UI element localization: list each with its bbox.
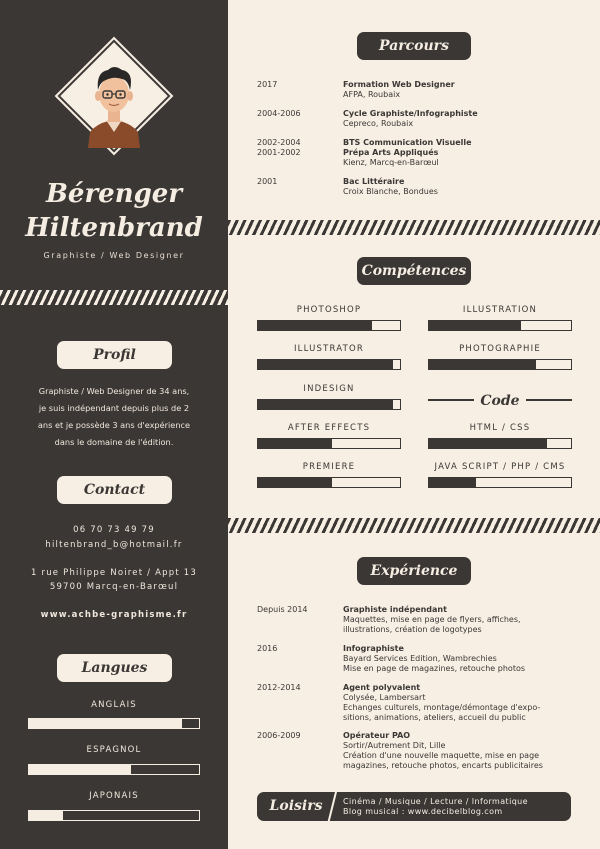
loisirs-line: Cinéma / Musique / Lecture / Informatique bbox=[343, 797, 528, 806]
skill-bar bbox=[428, 477, 572, 488]
parcours-detail: Croix Blanche, Bondues bbox=[343, 187, 438, 196]
skill-label: ILLUSTRATOR bbox=[293, 344, 365, 354]
experience-date: 2006-2009 bbox=[257, 731, 301, 740]
skill-bar-fill bbox=[258, 400, 393, 409]
skill-bar-fill bbox=[429, 360, 536, 369]
parcours-entry bbox=[343, 138, 583, 168]
loisirs-blog-link[interactable]: Blog musical : www.decibelblog.com bbox=[343, 807, 503, 816]
skill-label: INDESIGN bbox=[303, 384, 355, 394]
parcours-detail: Cepreco, Roubaix bbox=[343, 119, 414, 128]
experience-line: Sortir/Autrement Dit, Lille bbox=[343, 741, 446, 750]
skill-bar bbox=[257, 438, 401, 449]
parcours-title: Bac Littéraire bbox=[343, 177, 405, 186]
experience-line: magazines, retouche photos, encarts publicitaires bbox=[343, 761, 543, 770]
skill-bar-fill bbox=[429, 321, 521, 330]
parcours-date-line: 2001-2002 bbox=[257, 148, 301, 157]
skill-bar-fill bbox=[429, 439, 547, 448]
skill-bar-fill bbox=[258, 478, 332, 487]
experience-title: Opérateur PAO bbox=[343, 731, 411, 740]
lang-label-espagnol: ESPAGNOL bbox=[86, 745, 142, 755]
experience-entry bbox=[343, 683, 583, 723]
profil-line: ans et je possède 3 ans d'expérience bbox=[37, 420, 191, 430]
skill-bar bbox=[428, 359, 572, 370]
contact-heading: Contact bbox=[57, 476, 172, 504]
experience-heading: Expérience bbox=[357, 557, 471, 585]
skill-label: PHOTOGRAPHIE bbox=[459, 344, 541, 354]
lang-bar-fill bbox=[29, 719, 182, 728]
sidebar-divider-stripe bbox=[0, 290, 228, 305]
parcours-date bbox=[257, 138, 301, 158]
main-divider-stripe bbox=[228, 518, 600, 533]
experience-line: Mise en page de magazines, retouche photos bbox=[343, 664, 526, 673]
lang-bar-fill bbox=[29, 765, 131, 774]
skill-label: PHOTOSHOP bbox=[296, 305, 362, 315]
skill-bar-fill bbox=[429, 478, 476, 487]
skill-bar bbox=[428, 320, 572, 331]
parcours-date-line: 2002-2004 bbox=[257, 138, 301, 147]
skill-bar bbox=[257, 320, 401, 331]
parcours-date: 2017 bbox=[257, 80, 278, 89]
last-name: Hiltenbrand bbox=[25, 213, 203, 243]
profil-line: Graphiste / Web Designer de 34 ans, bbox=[38, 386, 190, 396]
loisirs-heading: Loisirs bbox=[269, 798, 323, 814]
profil-text bbox=[20, 383, 208, 451]
parcours-date: 2001 bbox=[257, 177, 278, 186]
parcours-title: Prépa Arts Appliqués bbox=[343, 148, 439, 157]
contact-phone[interactable]: 06 70 73 49 79 bbox=[73, 525, 155, 535]
skill-bar bbox=[257, 399, 401, 410]
experience-line: Maquettes, mise en page de flyers, affiches, bbox=[343, 615, 521, 624]
skill-bar bbox=[257, 359, 401, 370]
contact-address-2: 59700 Marcq-en-Barœul bbox=[49, 582, 179, 592]
parcours-title: BTS Communication Visuelle bbox=[343, 138, 472, 147]
lang-bar-espagnol bbox=[28, 764, 200, 775]
profil-heading: Profil bbox=[57, 341, 172, 369]
contact-address-1: 1 rue Philippe Noiret / Appt 13 bbox=[31, 568, 197, 578]
lang-bar-japonais bbox=[28, 810, 200, 821]
lang-bar-anglais bbox=[28, 718, 200, 729]
parcours-title: Formation Web Designer bbox=[343, 80, 455, 89]
skill-label: JAVA SCRIPT / PHP / CMS bbox=[434, 462, 566, 472]
skill-bar bbox=[428, 438, 572, 449]
experience-date: 2016 bbox=[257, 644, 278, 653]
competences-heading: Compétences bbox=[357, 257, 471, 285]
skill-bar-fill bbox=[258, 321, 372, 330]
experience-entry bbox=[343, 731, 583, 771]
avatar bbox=[58, 40, 170, 152]
skill-bar bbox=[257, 477, 401, 488]
experience-line: illustrations, création de logotypes bbox=[343, 625, 482, 634]
experience-date: 2012-2014 bbox=[257, 683, 301, 692]
experience-title: Graphiste indépendant bbox=[343, 605, 447, 614]
first-name: Bérenger bbox=[45, 179, 183, 209]
parcours-title: Cycle Graphiste/Infographiste bbox=[343, 109, 478, 118]
langues-heading: Langues bbox=[57, 654, 172, 682]
experience-entry bbox=[343, 605, 583, 635]
code-rule-right bbox=[526, 399, 572, 401]
experience-date: Depuis 2014 bbox=[257, 605, 308, 614]
skill-label: HTML / CSS bbox=[469, 423, 531, 433]
lang-label-anglais: ANGLAIS bbox=[91, 700, 137, 710]
parcours-detail: AFPA, Roubaix bbox=[343, 90, 401, 99]
experience-line: Echanges culturels, montage/démontage d'expo- bbox=[343, 703, 541, 712]
experience-title: Agent polyvalent bbox=[343, 683, 421, 692]
code-title: Code bbox=[480, 393, 520, 409]
skill-label: AFTER EFFECTS bbox=[287, 423, 371, 433]
loisirs-text bbox=[343, 797, 528, 817]
experience-title: Infographiste bbox=[343, 644, 404, 653]
experience-line: sitions, animations, ateliers, accueil du public bbox=[343, 713, 526, 722]
job-subtitle: Graphiste / Web Designer bbox=[43, 251, 185, 260]
parcours-heading: Parcours bbox=[357, 32, 471, 60]
skill-bar-fill bbox=[258, 360, 393, 369]
code-rule-left bbox=[428, 399, 474, 401]
contact-email[interactable]: hiltenbrand_b@hotmail.fr bbox=[45, 540, 183, 550]
lang-label-japonais: JAPONAIS bbox=[89, 791, 139, 801]
skill-label: PREMIERE bbox=[302, 462, 356, 472]
lang-bar-fill bbox=[29, 811, 63, 820]
code-subheading bbox=[428, 390, 572, 408]
profil-line: je suis indépendant depuis plus de 2 bbox=[38, 403, 190, 413]
parcours-entry bbox=[343, 109, 583, 129]
main-divider-stripe bbox=[228, 220, 600, 235]
experience-entry bbox=[343, 644, 583, 674]
experience-line: Bayard Services Edition, Wambrechies bbox=[343, 654, 497, 663]
parcours-detail: Kienz, Marcq-en-Barœul bbox=[343, 158, 439, 167]
parcours-entry bbox=[343, 177, 583, 197]
avatar-illustration bbox=[78, 52, 150, 148]
skill-bar-fill bbox=[258, 439, 332, 448]
loisirs-bar bbox=[257, 792, 571, 821]
contact-website[interactable]: www.achbe-graphisme.fr bbox=[40, 610, 188, 620]
parcours-date: 2004-2006 bbox=[257, 109, 301, 118]
profil-line: dans le domaine de l'édition. bbox=[54, 437, 174, 447]
parcours-entry bbox=[343, 80, 583, 100]
experience-line: Colysée, Lambersart bbox=[343, 693, 426, 702]
skill-label: ILLUSTRATION bbox=[462, 305, 538, 315]
experience-line: Création d'une nouvelle maquette, mise en page bbox=[343, 751, 540, 760]
